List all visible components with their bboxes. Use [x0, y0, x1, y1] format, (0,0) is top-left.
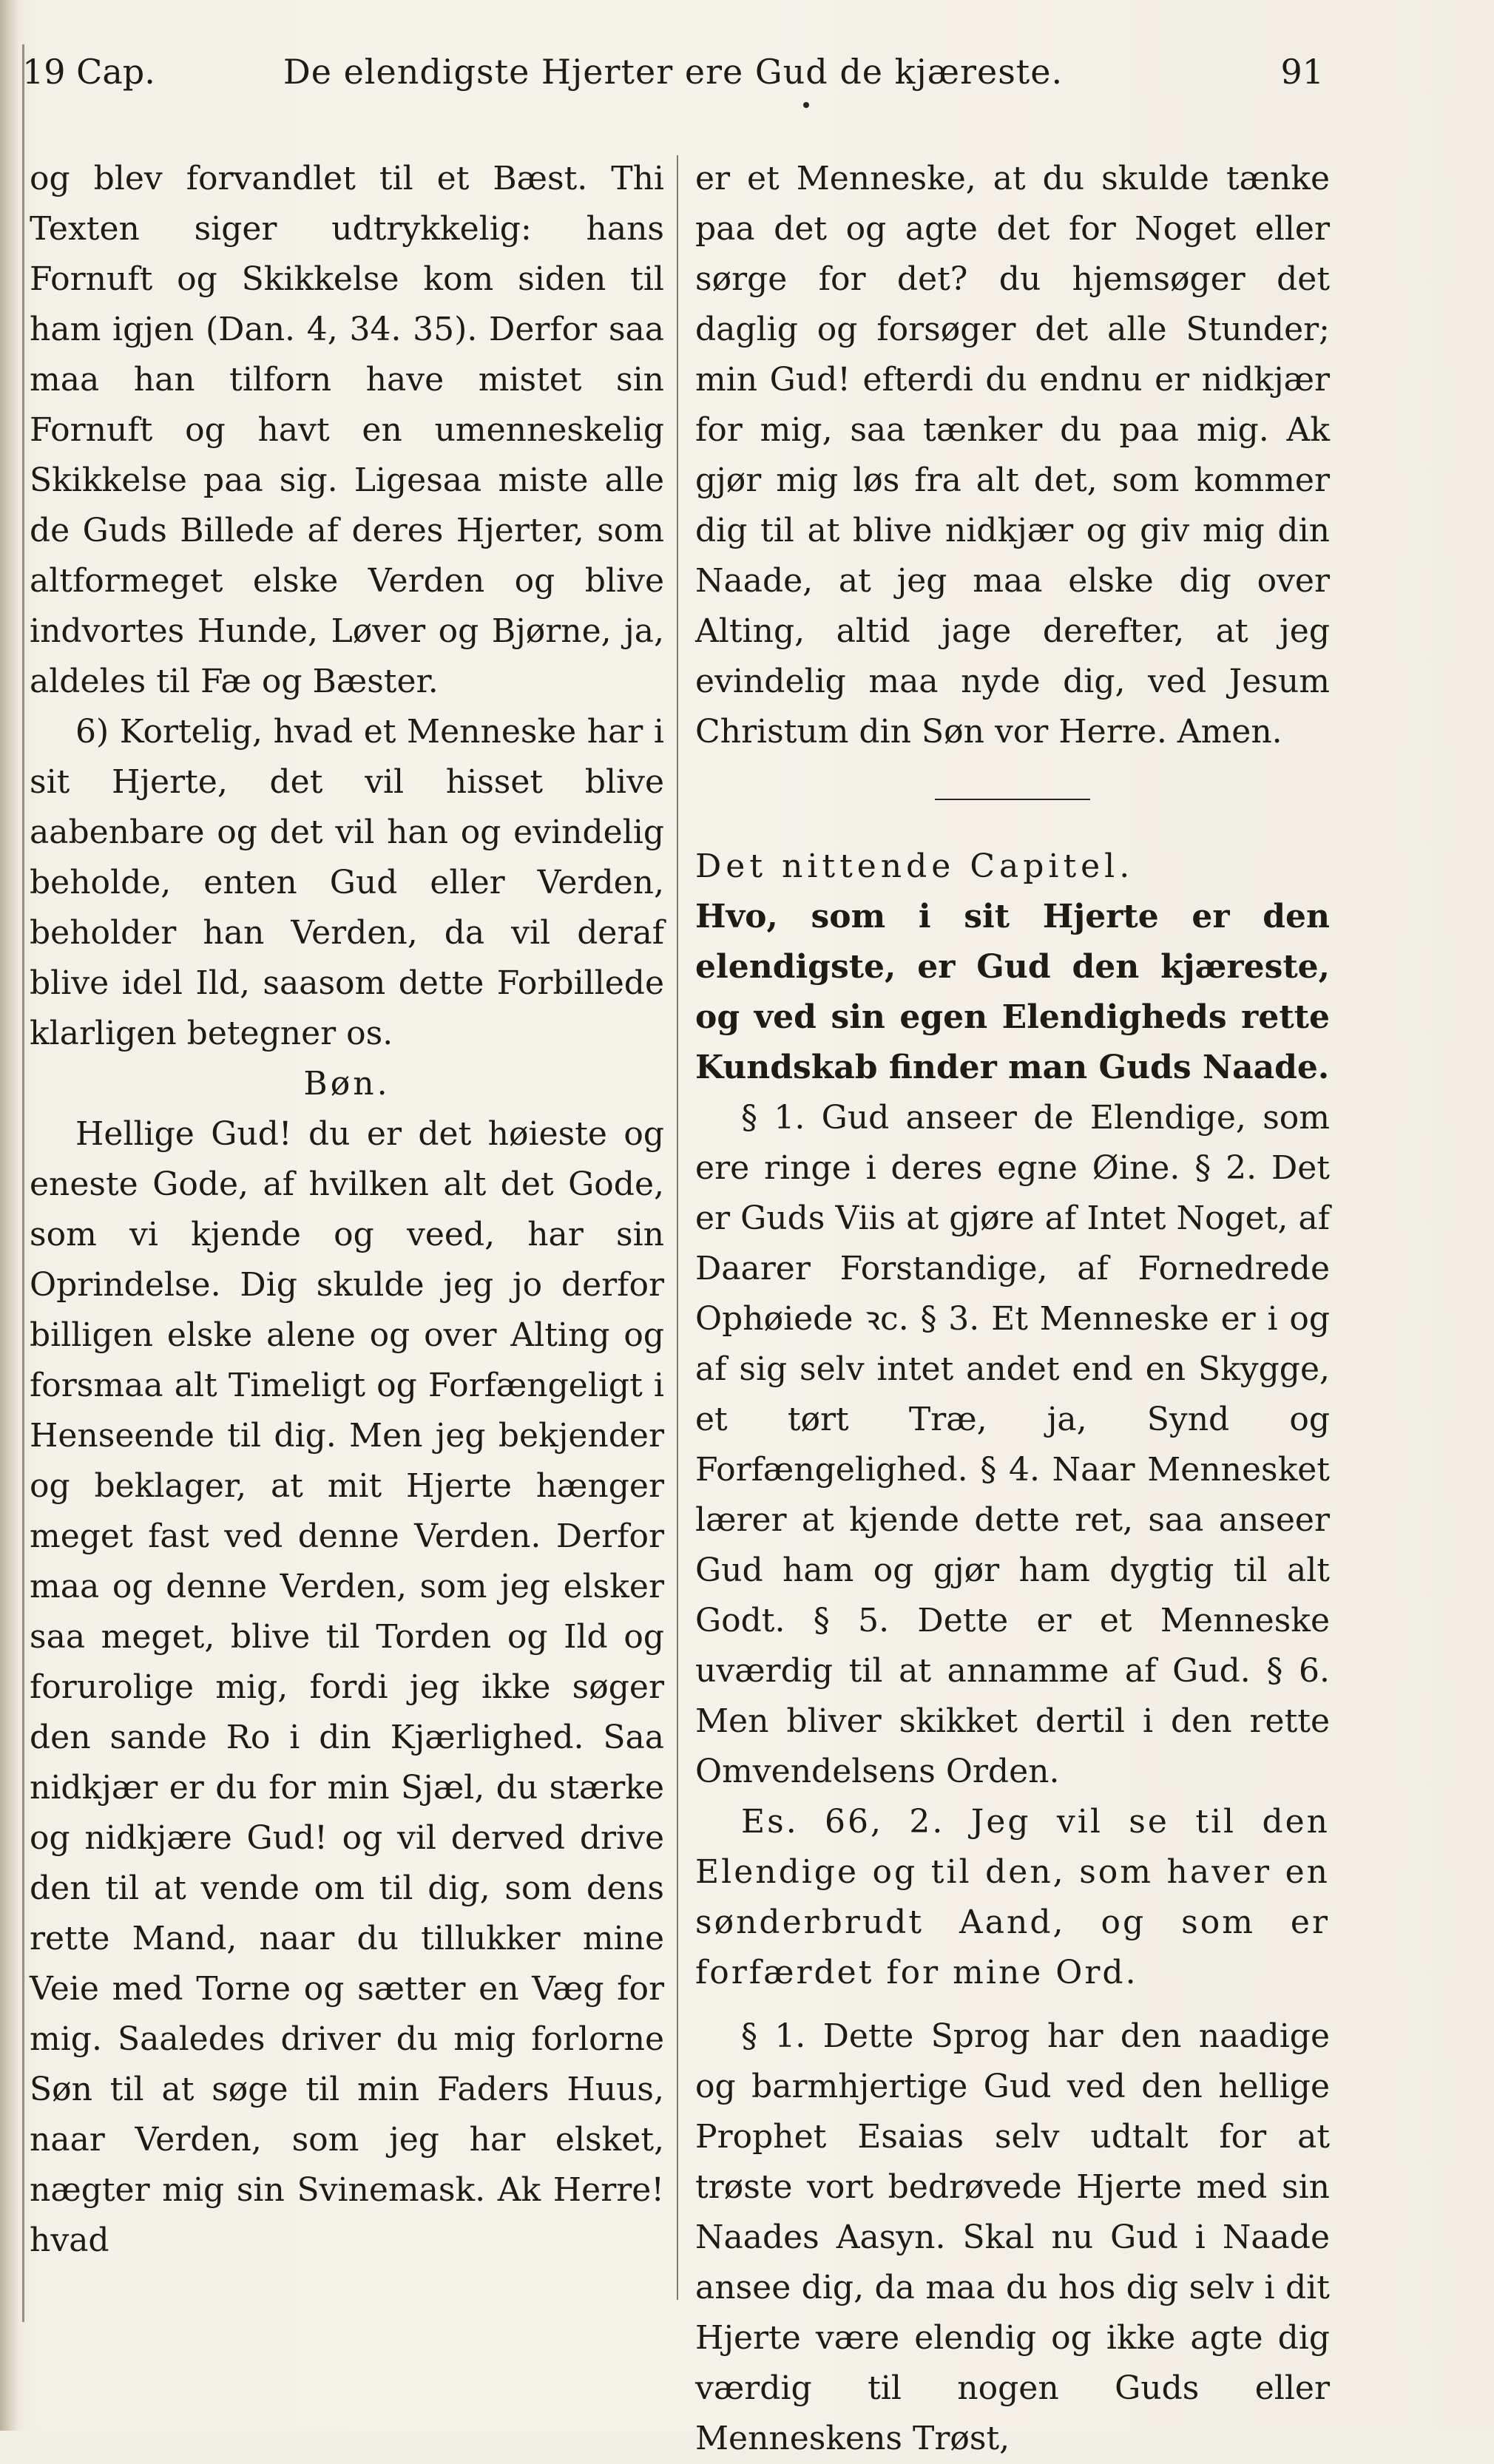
right-column [695, 154, 1330, 2464]
left-paragraph-2: 6) Kortelig, hvad et Menneske har i sit Hjerte, det vil hisset blive aabenbare og det vil han og evindelig beholde, enten Gud eller Verden, beholder han Verden, da vil deraf blive idel Ild, saasom dette Forbillede klarligen betegner os. [30, 713, 664, 1052]
page-number: 91 [1280, 52, 1324, 92]
running-head-chapter: 19 Cap. [22, 52, 155, 92]
right-paragraph-2: § 1. Dette Sprog har den naadige og barmhjertige Gud ved den hellige Prophet Esaias selv udtalt for at trøste vort bedrøvede Hjerte med sin Naades Aasyn. Skal nu Gud i Naade ansee dig, da maa du hos dig selv i dit Hjerte være elendig og ikke agte dig værdig til nogen Guds eller Menneskens Trøst, [695, 2017, 1330, 2457]
section-divider [935, 799, 1090, 800]
right-paragraph-1: er et Menneske, at du skulde tænke paa det og agte det for Noget eller sørge for det? du hjemsøger det daglig og forsøger det alle Stunder; min Gud! efterdi du endnu er nidkjær for mig, saa tænker du paa mig. Ak gjør mig løs fra alt det, som kommer dig til at blive nidkjær og giv mig din Naade, at jeg maa elske dig over Alting, altid jage derefter, at jeg evindelig maa nyde dig, ved Jesum Christum din Søn vor Herre. Amen. [695, 160, 1330, 751]
left-margin-rule [22, 44, 24, 2322]
column-rule [677, 155, 678, 2300]
chapter-heading: Hvo, som i sit Hjerte er den elendigste, er Gud den kjæreste, og ved sin egen Elendigheds rette Kundskab finder man Guds Naade. [695, 898, 1330, 1086]
scripture-verse: Es. 66, 2. Jeg vil se til den Elendige og til den, som haver en sønderbrudt Aand, og som er forfærdet for mine Ord. [695, 1803, 1330, 1991]
left-paragraph-1: og blev forvandlet til et Bæst. Thi Texten siger udtrykkelig: hans Fornuft og Skikkelse kom siden til ham igjen (Dan. 4, 34. 35). Derfor saa maa han tilforn have mistet sin Fornuft og havt en umenneskelig Skikkelse paa sig. Ligesaa miste alle de Guds Billede af deres Hjerter, som altformeget elske Verden og blive indvortes Hunde, Løver og Bjørne, ja, aldeles til Fæ og Bæster. [30, 160, 664, 700]
chapter-summary: § 1. Gud anseer de Elendige, som ere ringe i deres egne Øine. § 2. Det er Guds Viis at gjøre af Intet Noget, af Daarer Forstandige, af Fornedrede Ophøiede ꝛc. § 3. Et Menneske er i og af sig selv intet andet end en Skygge, et tørt Træ, ja, Synd og Forfængelighed. § 4. Naar Mennesket lærer at kjende dette ret, saa anseer Gud ham og gjør ham dygtig til alt Godt. § 5. Dette er et Menneske uværdig til at annamme af Gud. § 6. Men bliver skikket dertil i den rette Omvendelsens Orden. [695, 1099, 1330, 1790]
left-paragraph-3: Hellige Gud! du er det høieste og eneste Gode, af hvilken alt det Gode, som vi kjende og veed, har sin Oprindelse. Dig skulde jeg jo derfor billigen elske alene og over Alting og forsmaa alt Timeligt og Forfængeligt i Henseende til dig. Men jeg bekjender og beklager, at mit Hjerte hænger meget fast ved denne Verden. Derfor maa og denne Verden, som jeg elsker saa meget, blive til Torden og Ild og forurolige mig, fordi jeg ikke søger den sande Ro i din Kjærlighed. Saa nidkjær er du for min Sjæl, du stærke og nidkjære Gud! og vil derved drive den til at vende om til dig, som dens rette Mand, naar du tillukker mine Veie med Torne og sætter en Væg for mig. Saaledes driver du mig forlorne Søn til at søge til min Faders Huus, naar Verden, som jeg har elsket, nægter mig sin Svinemask. Ak Herre! hvad [30, 1115, 664, 2259]
page-binding-shadow [0, 0, 19, 2431]
running-head-title: De elendigste Hjerter ere Gud de kjæreste. [283, 52, 1064, 92]
chapter-label: Det nittende Capitel. [695, 847, 1135, 885]
left-column [30, 154, 664, 2266]
prayer-label: Bøn. [303, 1065, 391, 1103]
header-dot-mark [803, 102, 809, 108]
running-head [22, 46, 1324, 98]
